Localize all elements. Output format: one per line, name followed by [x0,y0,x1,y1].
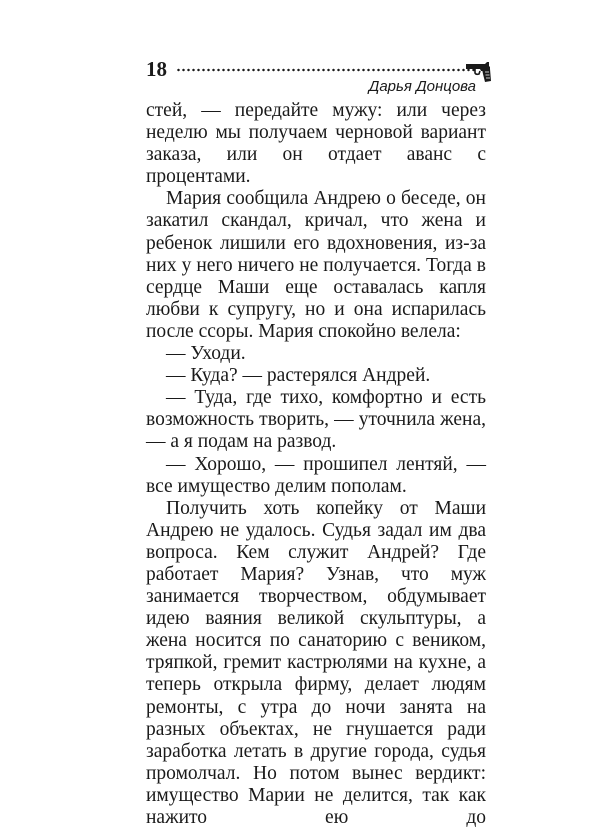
paragraph: Мария сообщила Андрею о беседе, он закатил скандал, кричал, что жена и ребенок лишили его вдохновения, из-за них у него ничего не получается. Тогда в сердце Маши еще оставалась капля любви к супругу, но и она испарилась после ссоры. Мария спокойно велела: [146,188,486,342]
dialogue-line: — Хорошо, — прошипел лентяй, — все имущество делим пополам. [146,453,486,497]
dialogue-line: — Уходи. [166,343,246,365]
paragraph: стей, — передайте мужу: или через неделю мы получаем черновой вариант заказа, или он отдает аванс с процентами. [146,100,486,188]
dialogue-line: — Туда, где тихо, комфортно и есть возможность творить, — уточнила жена, — а я подам на развод. [146,387,486,453]
author-name: Дарья Донцова [368,78,476,95]
dotted-rule [176,68,476,72]
dialogue-line: — Куда? — растерялся Андрей. [166,365,431,387]
paragraph: Получить хоть копейку от Маши Андрею не удалось. Судья задал им два вопроса. Кем служит Андрей? Где работает Мария? Узнав, что муж занимается творчеством, обдумывает идею ваяния великой скульптуры, а жена носится по санаторию с веником, тряпкой, гремит кастрюлями на кухне, а теперь открыла фирму, делает людям ремонты, с утра до ночи занята на разных объектах, не гнушается ради заработка летать в другие города, судья промолчал. Но потом вынес вердикт: имущество Марии не делится, так как нажито ею до [146,497,486,828]
page-number: 18 [146,57,167,81]
running-header [146,54,490,98]
body-text [146,100,486,829]
